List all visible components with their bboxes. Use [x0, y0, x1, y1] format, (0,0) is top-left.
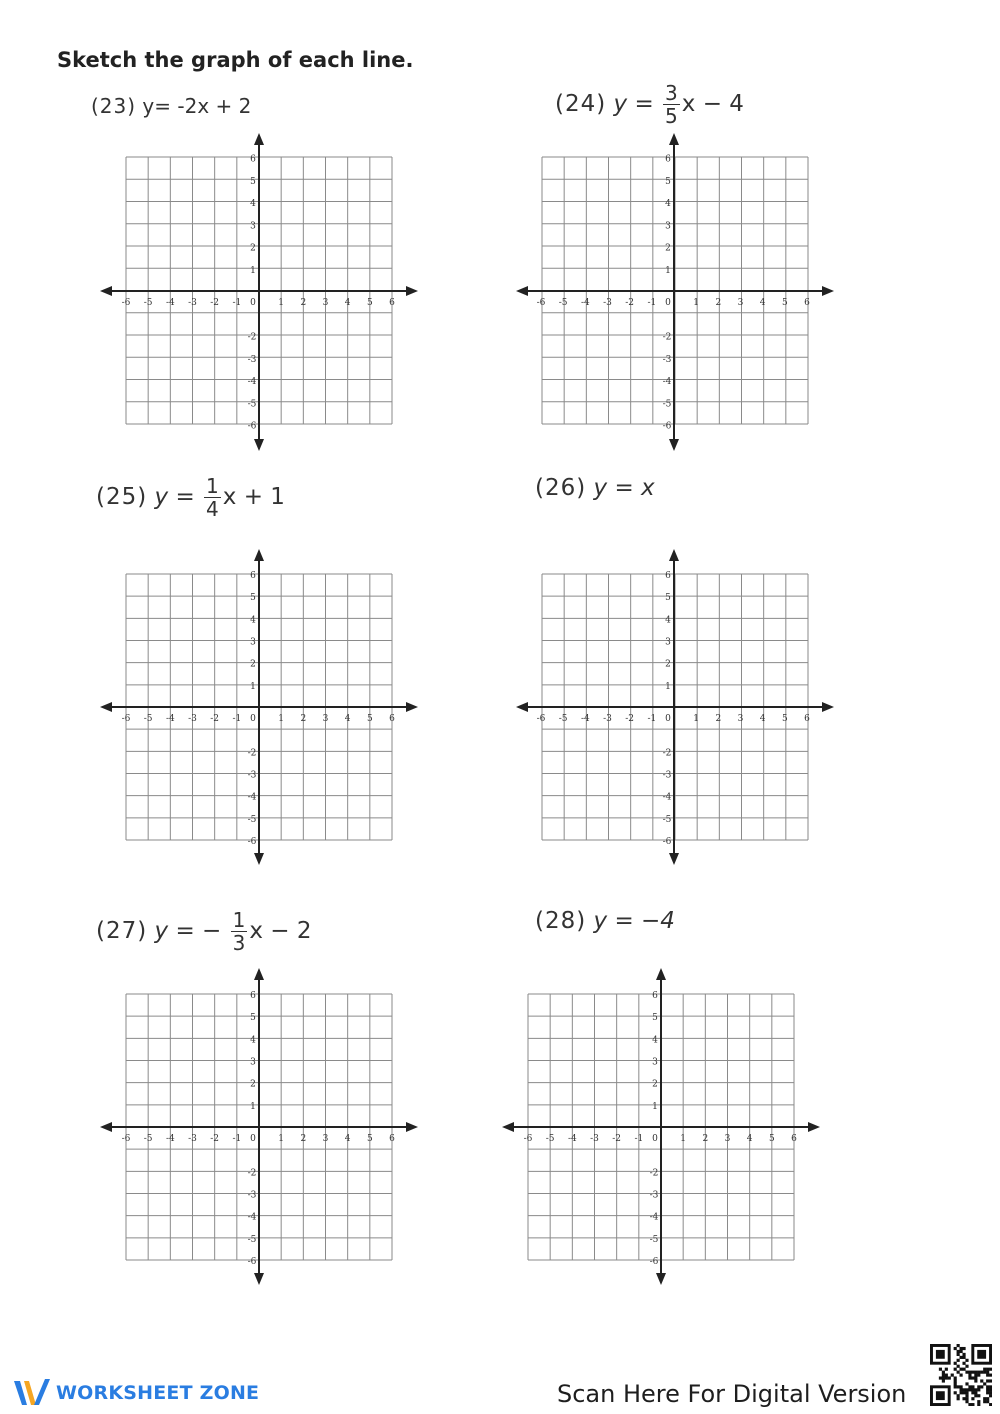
problem-number: (27) [96, 918, 148, 944]
x-tick-label: -6 [121, 714, 131, 724]
y-axis-arrow-up-icon [254, 549, 264, 561]
x-tick-label: 3 [737, 298, 744, 308]
x-tick-label: -2 [625, 714, 635, 724]
x-tick-label: 5 [781, 298, 788, 308]
x-axis-arrow-left-icon [100, 702, 112, 712]
y-tick-label: 4 [250, 199, 256, 209]
y-tick-label: 6 [250, 991, 256, 1001]
y-tick-label: 2 [665, 243, 671, 254]
problem-number: (23) [91, 94, 137, 118]
y-tick-label: 4 [250, 615, 256, 626]
problem-equation: y = x [593, 475, 655, 501]
x-tick-label: 2 [715, 714, 722, 724]
y-axis-arrow-down-icon [254, 439, 264, 451]
y-axis-arrow-down-icon [254, 853, 264, 865]
y-tick-label: -6 [247, 837, 257, 847]
y-tick-label: 4 [665, 615, 671, 626]
y-axis-arrow-up-icon [254, 968, 264, 980]
x-tick-label: -4 [580, 714, 590, 724]
x-axis-arrow-left-icon [516, 702, 528, 712]
x-tick-label: -1 [232, 714, 242, 724]
x-tick-label: -5 [558, 298, 568, 308]
coordinate-grid-28[interactable] [498, 964, 824, 1289]
x-tick-label: 2 [300, 714, 307, 724]
y-tick-label: 6 [652, 991, 658, 1001]
x-tick-label: -3 [590, 1134, 599, 1144]
x-tick-label: 1 [278, 298, 285, 308]
y-tick-label: 1 [665, 681, 671, 692]
x-tick-label: 3 [322, 714, 329, 724]
scan-instruction: Scan Here For Digital Version [557, 1380, 907, 1408]
fraction-numerator: 1 [206, 474, 219, 498]
x-tick-label: 6 [389, 1134, 395, 1144]
y-tick-label: 1 [665, 265, 671, 276]
x-tick-label: -2 [612, 1134, 622, 1144]
coordinate-grid-24[interactable] [512, 129, 838, 455]
x-tick-label: -1 [232, 1134, 242, 1144]
x-axis-arrow-right-icon [808, 1122, 820, 1132]
x-tick-label: 3 [737, 714, 744, 724]
x-tick-label: -6 [536, 714, 546, 724]
x-tick-label: -4 [165, 298, 175, 308]
y-tick-label: -2 [649, 1168, 659, 1179]
problem-number: (25) [96, 484, 148, 510]
x-tick-label: 3 [724, 1134, 731, 1144]
x-tick-label: -4 [580, 298, 590, 308]
problem-23-label [91, 96, 251, 116]
x-tick-label: -1 [647, 714, 657, 724]
y-tick-label: -5 [662, 399, 672, 410]
y-tick-label: 2 [250, 659, 256, 670]
y-tick-label: -3 [662, 354, 672, 365]
x-tick-label: -3 [188, 298, 197, 308]
y-tick-label: 4 [652, 1035, 658, 1046]
x-tick-label: -4 [165, 1134, 175, 1144]
x-tick-label: -4 [165, 714, 175, 724]
x-tick-label: 5 [366, 298, 373, 308]
equation-fraction [204, 476, 221, 519]
y-tick-label: 5 [250, 176, 256, 187]
problem-26-label [535, 477, 655, 500]
qr-code-icon[interactable] [930, 1344, 992, 1406]
x-tick-label: 2 [300, 298, 307, 308]
y-tick-label: -4 [662, 377, 672, 387]
x-tick-label: 0 [250, 1134, 256, 1144]
y-tick-label: 3 [250, 221, 256, 232]
y-tick-label: -5 [247, 814, 257, 825]
x-tick-label: 2 [715, 298, 722, 308]
y-tick-label: -4 [649, 1212, 659, 1223]
x-tick-label: 5 [366, 1134, 373, 1144]
x-tick-label: -2 [210, 298, 220, 308]
x-tick-label: -5 [558, 714, 568, 724]
x-tick-label: 6 [804, 714, 810, 724]
fraction-denominator: 3 [232, 931, 246, 955]
x-tick-label: -4 [567, 1134, 577, 1144]
x-tick-label: 6 [791, 1134, 797, 1144]
qr-code-graphic [930, 1344, 992, 1406]
x-tick-label: -3 [188, 1134, 197, 1144]
y-tick-label: 4 [665, 199, 671, 209]
x-axis-arrow-right-icon [406, 702, 418, 712]
x-tick-label: -3 [603, 714, 612, 724]
equation-rhs: x − 4 [681, 91, 744, 117]
x-tick-label: 4 [344, 298, 351, 308]
x-tick-label: -2 [210, 714, 220, 724]
problem-equation: y = −4 [593, 908, 675, 934]
coordinate-grid-26[interactable] [512, 545, 838, 869]
equation-lhs: y = [154, 484, 195, 510]
x-tick-label: -5 [143, 714, 153, 724]
y-tick-label: 1 [250, 681, 256, 692]
y-tick-label: -6 [649, 1257, 659, 1267]
problem-number: (28) [535, 908, 587, 934]
worksheet-instructions: Sketch the graph of each line. [57, 48, 414, 72]
x-tick-label: 4 [344, 714, 351, 724]
x-tick-label: 0 [250, 714, 256, 724]
problem-28-label [535, 910, 675, 933]
fraction-denominator: 4 [206, 497, 219, 521]
y-tick-label: 5 [250, 1013, 256, 1024]
x-tick-label: -3 [603, 298, 612, 308]
y-tick-label: 6 [250, 154, 256, 165]
x-tick-label: -1 [232, 298, 242, 308]
y-tick-label: -2 [247, 1168, 257, 1179]
equation-lhs: y = − [154, 918, 222, 944]
x-tick-label: -2 [625, 298, 635, 308]
x-tick-label: 1 [680, 1134, 687, 1144]
problem-24-label [555, 83, 744, 126]
problem-27-label [96, 910, 312, 953]
y-tick-label: 3 [652, 1057, 658, 1068]
x-tick-label: 5 [781, 714, 788, 724]
y-axis-arrow-down-icon [669, 853, 679, 865]
y-tick-label: -2 [247, 748, 257, 759]
y-tick-label: -5 [247, 399, 257, 410]
y-tick-label: -6 [247, 421, 257, 432]
y-tick-label: 2 [665, 659, 671, 670]
y-tick-label: -6 [247, 1257, 257, 1267]
y-axis-arrow-up-icon [669, 549, 679, 561]
x-tick-label: -5 [545, 1134, 555, 1144]
x-tick-label: 2 [702, 1134, 709, 1144]
x-axis-arrow-left-icon [100, 286, 112, 296]
x-axis-arrow-right-icon [406, 1122, 418, 1132]
x-tick-label: 1 [278, 714, 285, 724]
x-axis-arrow-left-icon [502, 1122, 514, 1132]
problem-equation: y= -2x + 2 [142, 94, 252, 118]
fraction-numerator: 1 [232, 908, 246, 932]
y-tick-label: 1 [250, 265, 256, 276]
x-tick-label: 4 [759, 714, 766, 724]
equation-rhs: x + 1 [222, 484, 285, 510]
coordinate-grid-27[interactable] [96, 964, 422, 1289]
y-tick-label: 6 [665, 571, 671, 581]
x-axis-arrow-right-icon [822, 286, 834, 296]
x-tick-label: -6 [536, 298, 546, 308]
fraction-denominator: 5 [665, 104, 678, 128]
y-tick-label: 1 [652, 1101, 658, 1112]
w-logo-icon [12, 1377, 52, 1409]
y-axis-arrow-up-icon [669, 133, 679, 145]
x-tick-label: -6 [523, 1134, 533, 1144]
y-tick-label: -3 [662, 770, 672, 781]
problem-25-label [96, 476, 285, 519]
x-tick-label: 4 [759, 298, 766, 308]
x-tick-label: 3 [322, 1134, 329, 1144]
y-tick-label: -3 [247, 770, 257, 781]
x-tick-label: -2 [210, 1134, 220, 1144]
y-tick-label: 5 [652, 1013, 658, 1024]
equation-rhs: x − 2 [249, 918, 312, 944]
y-tick-label: -2 [662, 748, 672, 759]
y-tick-label: -4 [662, 792, 672, 803]
y-axis-arrow-up-icon [656, 968, 666, 980]
y-tick-label: 3 [250, 637, 256, 648]
y-tick-label: -3 [247, 354, 257, 365]
logo-word-zone: ZONE [199, 1382, 260, 1404]
x-axis-arrow-left-icon [516, 286, 528, 296]
y-axis-arrow-up-icon [254, 133, 264, 145]
x-tick-label: 0 [665, 298, 671, 308]
y-tick-label: 3 [665, 221, 671, 232]
coordinate-grid-23[interactable] [96, 129, 422, 455]
problem-number: (26) [535, 475, 587, 501]
logo-wordmark [56, 1382, 259, 1404]
y-tick-label: -6 [662, 837, 672, 847]
y-tick-label: 4 [250, 1035, 256, 1046]
y-tick-label: 6 [665, 154, 671, 165]
x-tick-label: 0 [250, 298, 256, 308]
y-tick-label: 3 [250, 1057, 256, 1068]
x-tick-label: 0 [652, 1134, 658, 1144]
y-tick-label: -6 [662, 421, 672, 432]
y-tick-label: -4 [247, 1212, 257, 1223]
y-axis-arrow-down-icon [656, 1273, 666, 1285]
x-tick-label: 1 [693, 298, 700, 308]
x-tick-label: 0 [665, 714, 671, 724]
x-tick-label: 5 [366, 714, 373, 724]
x-tick-label: 6 [389, 298, 395, 308]
logo-word-worksheet: WORKSHEET [56, 1382, 193, 1404]
y-tick-label: 2 [250, 1079, 256, 1090]
x-tick-label: 4 [746, 1134, 753, 1144]
x-tick-label: 6 [389, 714, 395, 724]
problem-number: (24) [555, 91, 607, 117]
x-tick-label: -3 [188, 714, 197, 724]
x-tick-label: 4 [344, 1134, 351, 1144]
fraction-numerator: 3 [665, 81, 678, 105]
x-tick-label: -5 [143, 298, 153, 308]
y-tick-label: 6 [250, 571, 256, 581]
x-axis-arrow-left-icon [100, 1122, 112, 1132]
y-tick-label: -4 [247, 377, 257, 387]
y-tick-label: -3 [649, 1190, 659, 1201]
x-tick-label: -5 [143, 1134, 153, 1144]
x-tick-label: -1 [647, 298, 657, 308]
x-tick-label: 2 [300, 1134, 307, 1144]
y-axis-arrow-down-icon [669, 439, 679, 451]
y-tick-label: -5 [649, 1234, 659, 1245]
x-tick-label: 1 [278, 1134, 285, 1144]
y-tick-label: 1 [250, 1101, 256, 1112]
y-tick-label: 2 [250, 243, 256, 254]
y-tick-label: -2 [247, 332, 257, 343]
x-tick-label: 6 [804, 298, 810, 308]
worksheet-zone-logo[interactable] [12, 1376, 259, 1410]
y-tick-label: 5 [665, 176, 671, 187]
y-tick-label: -2 [662, 332, 672, 343]
x-axis-arrow-right-icon [406, 286, 418, 296]
y-tick-label: 5 [665, 593, 671, 604]
equation-fraction [663, 83, 680, 126]
equation-lhs: y = [613, 91, 654, 117]
x-tick-label: -6 [121, 298, 131, 308]
y-tick-label: -4 [247, 792, 257, 803]
x-axis-arrow-right-icon [822, 702, 834, 712]
x-tick-label: 1 [693, 714, 700, 724]
y-tick-label: -3 [247, 1190, 257, 1201]
coordinate-grid-25[interactable] [96, 545, 422, 869]
x-tick-label: 3 [322, 298, 329, 308]
y-tick-label: 2 [652, 1079, 658, 1090]
y-tick-label: 5 [250, 593, 256, 604]
x-tick-label: 5 [768, 1134, 775, 1144]
y-axis-arrow-down-icon [254, 1273, 264, 1285]
x-tick-label: -6 [121, 1134, 131, 1144]
equation-fraction [231, 910, 248, 953]
y-tick-label: 3 [665, 637, 671, 648]
x-tick-label: -1 [634, 1134, 644, 1144]
y-tick-label: -5 [662, 814, 672, 825]
y-tick-label: -5 [247, 1234, 257, 1245]
